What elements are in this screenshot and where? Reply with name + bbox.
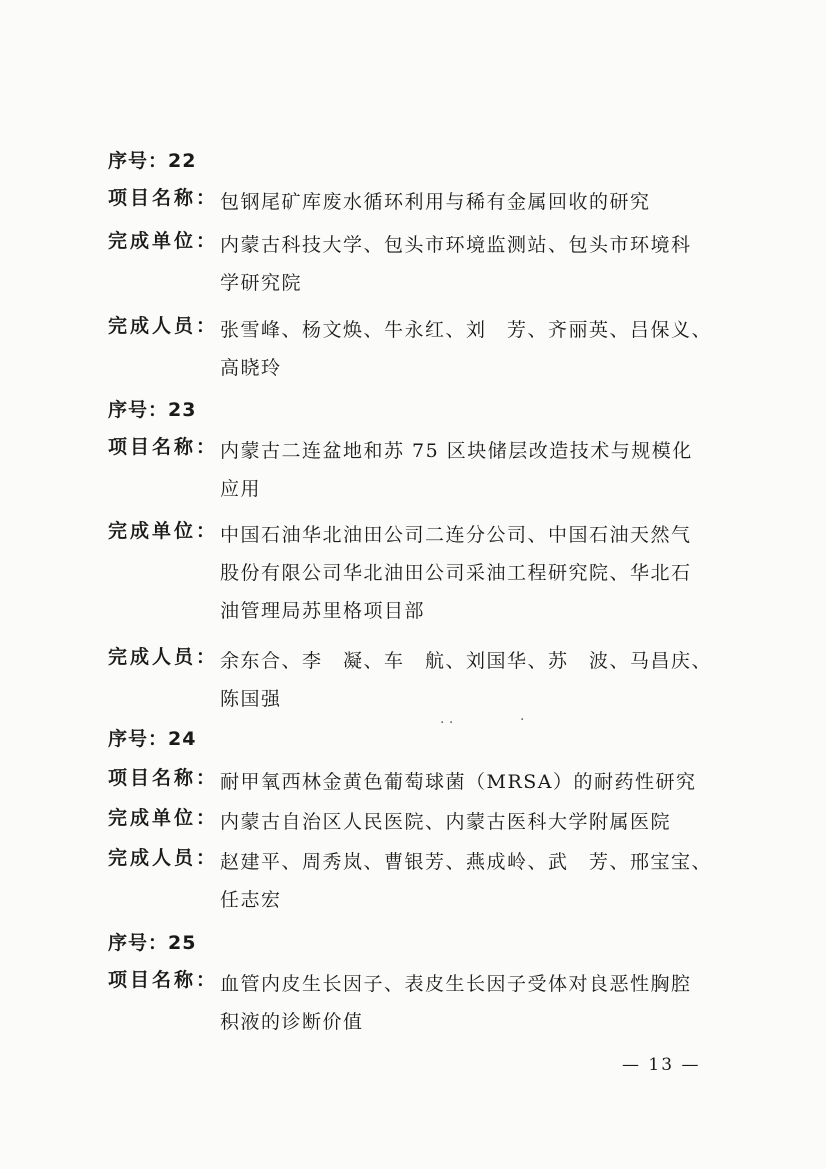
text-line: 内蒙古科技大学、包头市环境监测站、包头市环境科 — [220, 234, 692, 256]
completion-unit-label: 完成单位： — [108, 230, 219, 252]
scan-speck-mark: · · — [440, 715, 454, 731]
text-line: 应用 — [220, 478, 262, 500]
entry-seq: 序号：23 — [108, 399, 197, 421]
project-name-label: 项目名称： — [108, 969, 219, 991]
entry-seq: 序号：25 — [108, 932, 197, 954]
project-name-value — [220, 965, 718, 1041]
completion-people-label: 完成人员： — [108, 646, 219, 668]
completion-unit-value — [220, 516, 718, 630]
scan-speck-mark: · — [520, 712, 525, 728]
text-line: 内蒙古二连盆地和苏 75 区块储层改造技术与规模化 — [220, 440, 693, 462]
project-name-label: 项目名称： — [108, 767, 219, 789]
text-line: 中国石油华北油田公司二连分公司、中国石油天然气 — [220, 524, 692, 546]
completion-people-value — [220, 311, 718, 387]
project-name-value — [220, 183, 718, 221]
project-name-value — [220, 432, 718, 508]
text-line: 赵建平、周秀岚、曹银芳、燕成岭、武 芳、邢宝宝、 — [220, 851, 713, 873]
entry-seq: 序号：24 — [108, 728, 197, 750]
text-line: 陈国强 — [220, 688, 282, 710]
completion-unit-value — [220, 803, 718, 841]
text-line: 任志宏 — [220, 889, 282, 911]
text-line: 高晓玲 — [220, 357, 282, 379]
completion-unit-value — [220, 226, 718, 302]
completion-people-value — [220, 642, 718, 718]
text-line: 学研究院 — [220, 272, 303, 294]
completion-people-value — [220, 843, 718, 919]
completion-people-label: 完成人员： — [108, 315, 219, 337]
project-name-label: 项目名称： — [108, 436, 219, 458]
completion-unit-label: 完成单位： — [108, 520, 219, 542]
text-line: 张雪峰、杨文焕、牛永红、刘 芳、齐丽英、吕保义、 — [220, 319, 713, 341]
page-number: — 13 — — [622, 1055, 701, 1075]
project-name-label: 项目名称： — [108, 187, 219, 209]
text-line: 油管理局苏里格项目部 — [220, 600, 426, 622]
text-line: 血管内皮生长因子、表皮生长因子受体对良恶性胸腔 — [220, 973, 692, 995]
completion-people-label: 完成人员： — [108, 847, 219, 869]
text-line: 余东合、李 凝、车 航、刘国华、苏 波、马昌庆、 — [220, 650, 713, 672]
text-line: 耐甲氧西林金黄色葡萄球菌（MRSA）的耐药性研究 — [220, 771, 697, 793]
entry-seq: 序号：22 — [108, 150, 197, 172]
text-line: 包钢尾矿库废水循环利用与稀有金属回收的研究 — [220, 191, 651, 213]
text-line: 股份有限公司华北油田公司采油工程研究院、华北石 — [220, 562, 692, 584]
text-line: 内蒙古自治区人民医院、内蒙古医科大学附属医院 — [220, 811, 672, 833]
completion-unit-label: 完成单位： — [108, 807, 219, 829]
text-line: 积液的诊断价值 — [220, 1011, 364, 1033]
project-name-value — [220, 763, 718, 801]
